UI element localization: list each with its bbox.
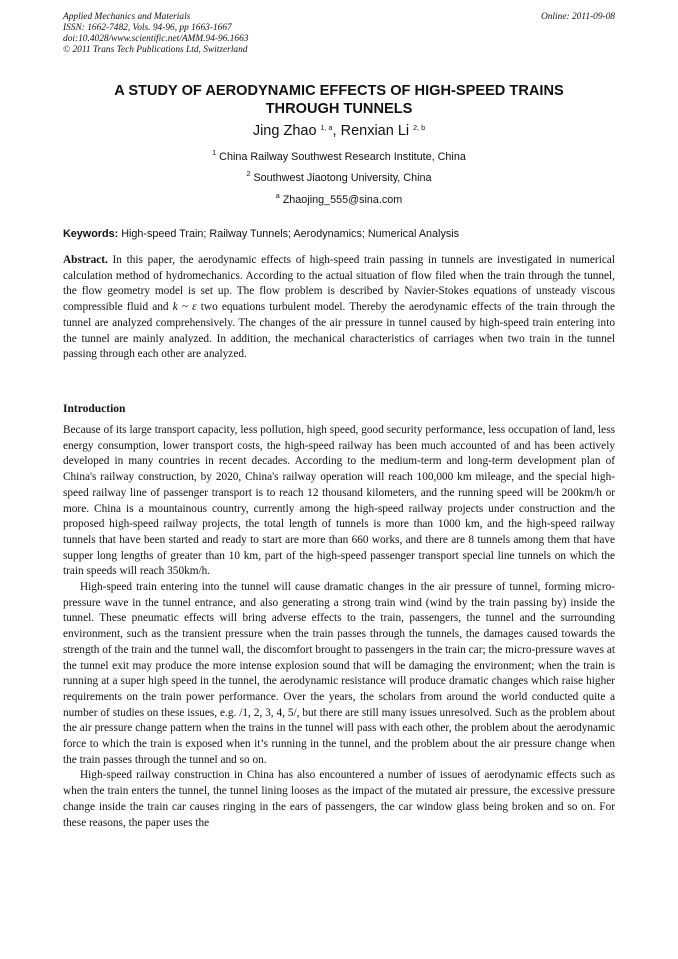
affiliation-2 bbox=[63, 171, 615, 185]
author-name: Jing Zhao bbox=[252, 123, 317, 139]
doi-line: doi:10.4028/www.scientific.net/AMM.94-96.1663 bbox=[63, 34, 249, 44]
intro-paragraph-2: High-speed train entering into the tunnel will cause dramatic changes in the air pressure of tunnel, forming micro-pressure wave in the tunnel entrance, and also generating a strong train wind (wind by the train passing by) inside the tunnel. These pneumatic effects will bring adverse effects to the train, passengers, the tunnel and the surrounding environment, such as the transient pressure when the train passes through the tunnels, the damages caused towards the strength of the train and the tunnel wall, the discomfort brought to passengers in the train car; the micro-pressure waves at the tunnel exit may produce the more intense explosion sound that will be damaging the environment; when the train is running at a super high speed in the tunnel, the aerodynamic resistance will produce dramatic changes which raise higher requirements on the train power performance. Over the years, the scholars from around the world conducted quite a number of studies on these issues, e.g. /1, 2, 3, 4, 5/, but there are still many issues unresolved. Such as the problem about the air pressure change pattern when the trains in the tunnel will pass with each other, the problem about the aerodynamic force to which the train is exposed when it’s running in the tunnel, and the problem about the air pressure change when the train passes through the tunnel and so on. bbox=[63, 581, 615, 766]
affiliation-text: China Railway Southwest Research Institute, China bbox=[219, 151, 466, 163]
copyright-line: © 2011 Trans Tech Publications Ltd, Switzerland bbox=[63, 45, 248, 55]
email-affiliation bbox=[63, 193, 615, 207]
abstract bbox=[63, 253, 615, 363]
author-line bbox=[63, 122, 615, 140]
affiliation-1 bbox=[63, 150, 615, 164]
author-separator: , bbox=[332, 123, 337, 139]
intro-paragraph-1: Because of its large transport capacity, less pollution, high speed, good security performance, less occupation of land, less energy consumption, lower transport costs, the high-speed railway has been much accounted of and has been actively developed in many countries in recent decades. According to the medium-term and long-term development plan of China's railway construction, by 2020, China's railway operation will reach 100,000 km mileage, and the special high-speed railway line of passenger transport is to reach 12 thousand kilometers, and the running speed will be 200km/h or more. China is a mountainous country, currently among the high-speed railway projects under construction and the proposed high-speed railway projects, the total length of tunnels is more than 1000 km, and the high-speed railway tunnels that have been started and ready to start are more than 660 works, and there are 8 tunnels among them that have supper long lengths of greater than 10 km, part of the high-speed passenger transport special line tunnels on which the train speeds will reach 350km/h. bbox=[63, 424, 615, 578]
online-date: Online: 2011-09-08 bbox=[540, 12, 615, 22]
keywords-label: Keywords: bbox=[63, 228, 119, 240]
affiliation-text: Southwest Jiaotong University, China bbox=[253, 172, 432, 184]
introduction-body bbox=[63, 423, 615, 831]
title-line-1: A STUDY OF AERODYNAMIC EFFECTS OF HIGH-SPEED TRAINS bbox=[114, 83, 564, 99]
author-superscript: 1, a bbox=[320, 123, 333, 132]
journal-header bbox=[63, 12, 615, 56]
author-superscript: 2, b bbox=[413, 123, 426, 132]
affiliation-superscript: 2 bbox=[246, 169, 251, 178]
issn-line: ISSN: 1662-7482, Vols. 94-96, pp 1663-1667 bbox=[63, 23, 232, 33]
title-line-2: THROUGH TUNNELS bbox=[265, 101, 413, 117]
abstract-text-1: In this paper, the aerodynamic effects of high-speed train passing in tunnels are investigated in numerical calculation method of hydromechanics. According to the actual situation of flow filed when the train through the tunnel, the flow geometry model is set up. The flow problem is described by Navier-Stokes equations of unsteady viscous compressible fluid and bbox=[63, 254, 615, 314]
keywords-line bbox=[63, 227, 615, 241]
k-epsilon-symbol: k ~ ε bbox=[172, 301, 197, 314]
section-heading-introduction: Introduction bbox=[63, 403, 126, 415]
affiliation-superscript: a bbox=[275, 191, 280, 200]
abstract-text-2: two equations turbulent model. Thereby the aerodynamic effects of the train through the tunnel are analyzed comprehensively. The changes of the air pressure in tunnel caused by high-speed train entering into the tunnel are mainly analyzed. In addition, the mechanical characteristics of carriages when two train in the tunnel passing through each other are analyzed. bbox=[63, 301, 615, 361]
email-address: Zhaojing_555@sina.com bbox=[282, 194, 403, 206]
affiliation-superscript: 1 bbox=[212, 148, 217, 157]
keywords-text: High-speed Train; Railway Tunnels; Aerodynamics; Numerical Analysis bbox=[121, 228, 460, 240]
intro-paragraph-3: High-speed railway construction in China has also encountered a number of issues of aerodynamic effects such as when the train enters the tunnel, the tunnel lining looses as the impact of the mutated air pressure, the excessive pressure change inside the train car causes ringing in the ears of passengers, the car window glass being broken and so on. For these reasons, the paper uses the bbox=[63, 769, 615, 829]
journal-name: Applied Mechanics and Materials bbox=[63, 12, 191, 22]
author-name: Renxian Li bbox=[340, 123, 410, 139]
abstract-label: Abstract. bbox=[63, 254, 108, 266]
paper-title bbox=[63, 82, 615, 118]
